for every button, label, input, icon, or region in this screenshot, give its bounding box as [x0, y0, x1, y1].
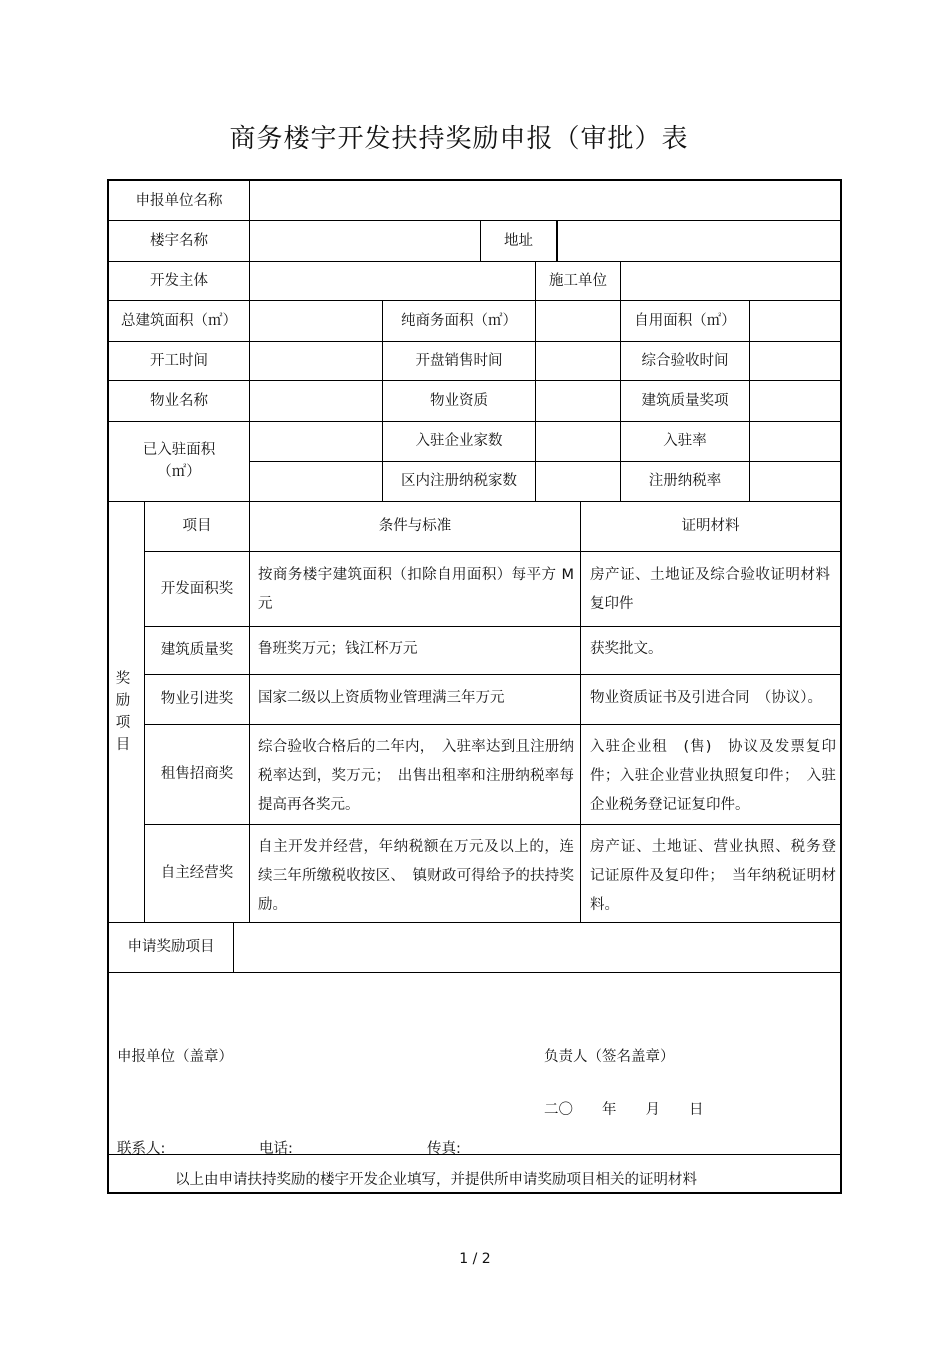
net-commercial-area-field[interactable] [536, 300, 620, 341]
sale-time-field[interactable] [536, 341, 620, 380]
reward-item: 建筑质量奖 [160, 642, 234, 658]
page-number: 1 / 2 [459, 1251, 491, 1267]
rewards-section-label: 奖 励 项 目 [115, 671, 131, 753]
building-name-label: 楼宇名称 [150, 232, 208, 249]
applicant-seal-label: 申报单位（盖章） [117, 1049, 233, 1065]
reward-item: 开发面积奖 [160, 580, 234, 597]
reward-proof: 物业资质证书及引进合同 （协议）。 [590, 690, 822, 706]
acceptance-time-label: 综合验收时间 [641, 352, 729, 369]
application-form [107, 179, 842, 1194]
start-time-label: 开工时间 [150, 352, 208, 369]
row-divider [109, 972, 840, 973]
start-time-field[interactable] [250, 341, 382, 380]
reward-proof: 房产证、土地证及综合验收证明材料复印件 [590, 567, 830, 612]
property-name-field[interactable] [250, 380, 382, 421]
quality-award-label: 建筑质量奖项 [641, 392, 729, 409]
tenant-count-label: 入驻企业家数 [415, 433, 503, 449]
reward-item: 物业引进奖 [160, 691, 234, 707]
apply-item-label: 申请奖励项目 [127, 939, 215, 955]
quality-award-field[interactable] [750, 380, 840, 421]
reward-item: 租售招商奖 [160, 766, 234, 782]
footer-note: 以上由申请扶持奖励的楼宇开发企业填写，并提供所申请奖励项目相关的证明材料 [175, 1172, 697, 1188]
contractor-label: 施工单位 [549, 272, 607, 289]
responsible-person-label: 负责人（签名盖章） [544, 1049, 675, 1065]
total-area-field[interactable] [250, 300, 382, 341]
occupied-area-label [109, 421, 249, 501]
contractor-field[interactable] [621, 261, 840, 300]
property-qualification-field[interactable] [536, 380, 620, 421]
date-line: 二〇 年 月 日 [544, 1102, 704, 1118]
reward-criteria: 自主开发并经营，年纳税额在万元及以上的，连续三年所缴税收按区、 镇财政可得给予的扶持奖励。 [258, 839, 574, 913]
form-title: 商务楼宇开发扶持奖励申报（审批）表 [229, 124, 689, 154]
occupancy-rate-label: 入驻率 [663, 433, 707, 449]
col-divider [580, 501, 581, 922]
col-divider [249, 501, 250, 922]
registered-tax-count-label: 区内注册纳税家数 [401, 473, 517, 489]
developer-label: 开发主体 [150, 272, 208, 289]
occupied-area-label-line1: 已入驻面积 [142, 442, 216, 458]
property-name-label: 物业名称 [150, 392, 208, 409]
occupied-area-field[interactable] [250, 421, 382, 501]
self-use-area-field[interactable] [750, 300, 840, 341]
reward-proof: 房产证、土地证、营业执照、税务登记证原件及复印件； 当年纳税证明材料。 [590, 839, 836, 913]
reward-criteria: 按商务楼宇建筑面积（扣除自用面积）每平方 M 元 [258, 567, 574, 612]
applicant-name-field[interactable] [250, 181, 840, 220]
registered-tax-rate-field[interactable] [750, 461, 840, 501]
apply-item-field[interactable] [234, 922, 840, 972]
rewards-header-item: 项目 [182, 518, 212, 534]
developer-field[interactable] [250, 261, 535, 300]
reward-proof: 入驻企业租 (售) 协议及发票复印件；入驻企业营业执照复印件； 入驻企业税务登记证复印件。 [590, 739, 836, 813]
reward-criteria: 国家二级以上资质物业管理满三年万元 [258, 690, 505, 706]
tenant-count-field[interactable] [536, 421, 620, 461]
occupancy-rate-field[interactable] [750, 421, 840, 461]
occupied-area-label-line2: （㎡） [157, 464, 201, 480]
rewards-header-criteria: 条件与标准 [378, 518, 452, 534]
sale-time-label: 开盘销售时间 [415, 352, 503, 369]
acceptance-time-field[interactable] [750, 341, 840, 380]
registered-tax-count-field[interactable] [536, 461, 620, 501]
fax-label: 传真: [427, 1141, 461, 1157]
phone-label: 电话: [259, 1141, 293, 1157]
reward-criteria: 鲁班奖万元；钱江杯万元 [258, 641, 418, 657]
reward-item: 自主经营奖 [160, 865, 234, 881]
self-use-area-label: 自用面积（㎡） [634, 312, 736, 329]
contact-label: 联系人: [117, 1141, 166, 1157]
reward-proof: 获奖批文。 [590, 641, 663, 657]
rewards-header-proof: 证明材料 [681, 518, 740, 534]
applicant-name-label: 申报单位名称 [135, 192, 223, 209]
row-divider [109, 1154, 840, 1155]
property-qualification-label: 物业资质 [430, 392, 488, 409]
total-area-label: 总建筑面积（㎡） [121, 312, 237, 329]
building-name-field[interactable] [250, 220, 480, 261]
address-label: 地址 [504, 232, 533, 249]
registered-tax-rate-label: 注册纳税率 [648, 473, 722, 489]
reward-criteria: 综合验收合格后的二年内， 入驻率达到且注册纳税率达到，奖万元； 出售出租率和注册纳税率每提高再各奖元。 [258, 739, 574, 813]
net-commercial-area-label: 纯商务面积（㎡） [401, 312, 517, 329]
address-field[interactable] [558, 220, 840, 261]
